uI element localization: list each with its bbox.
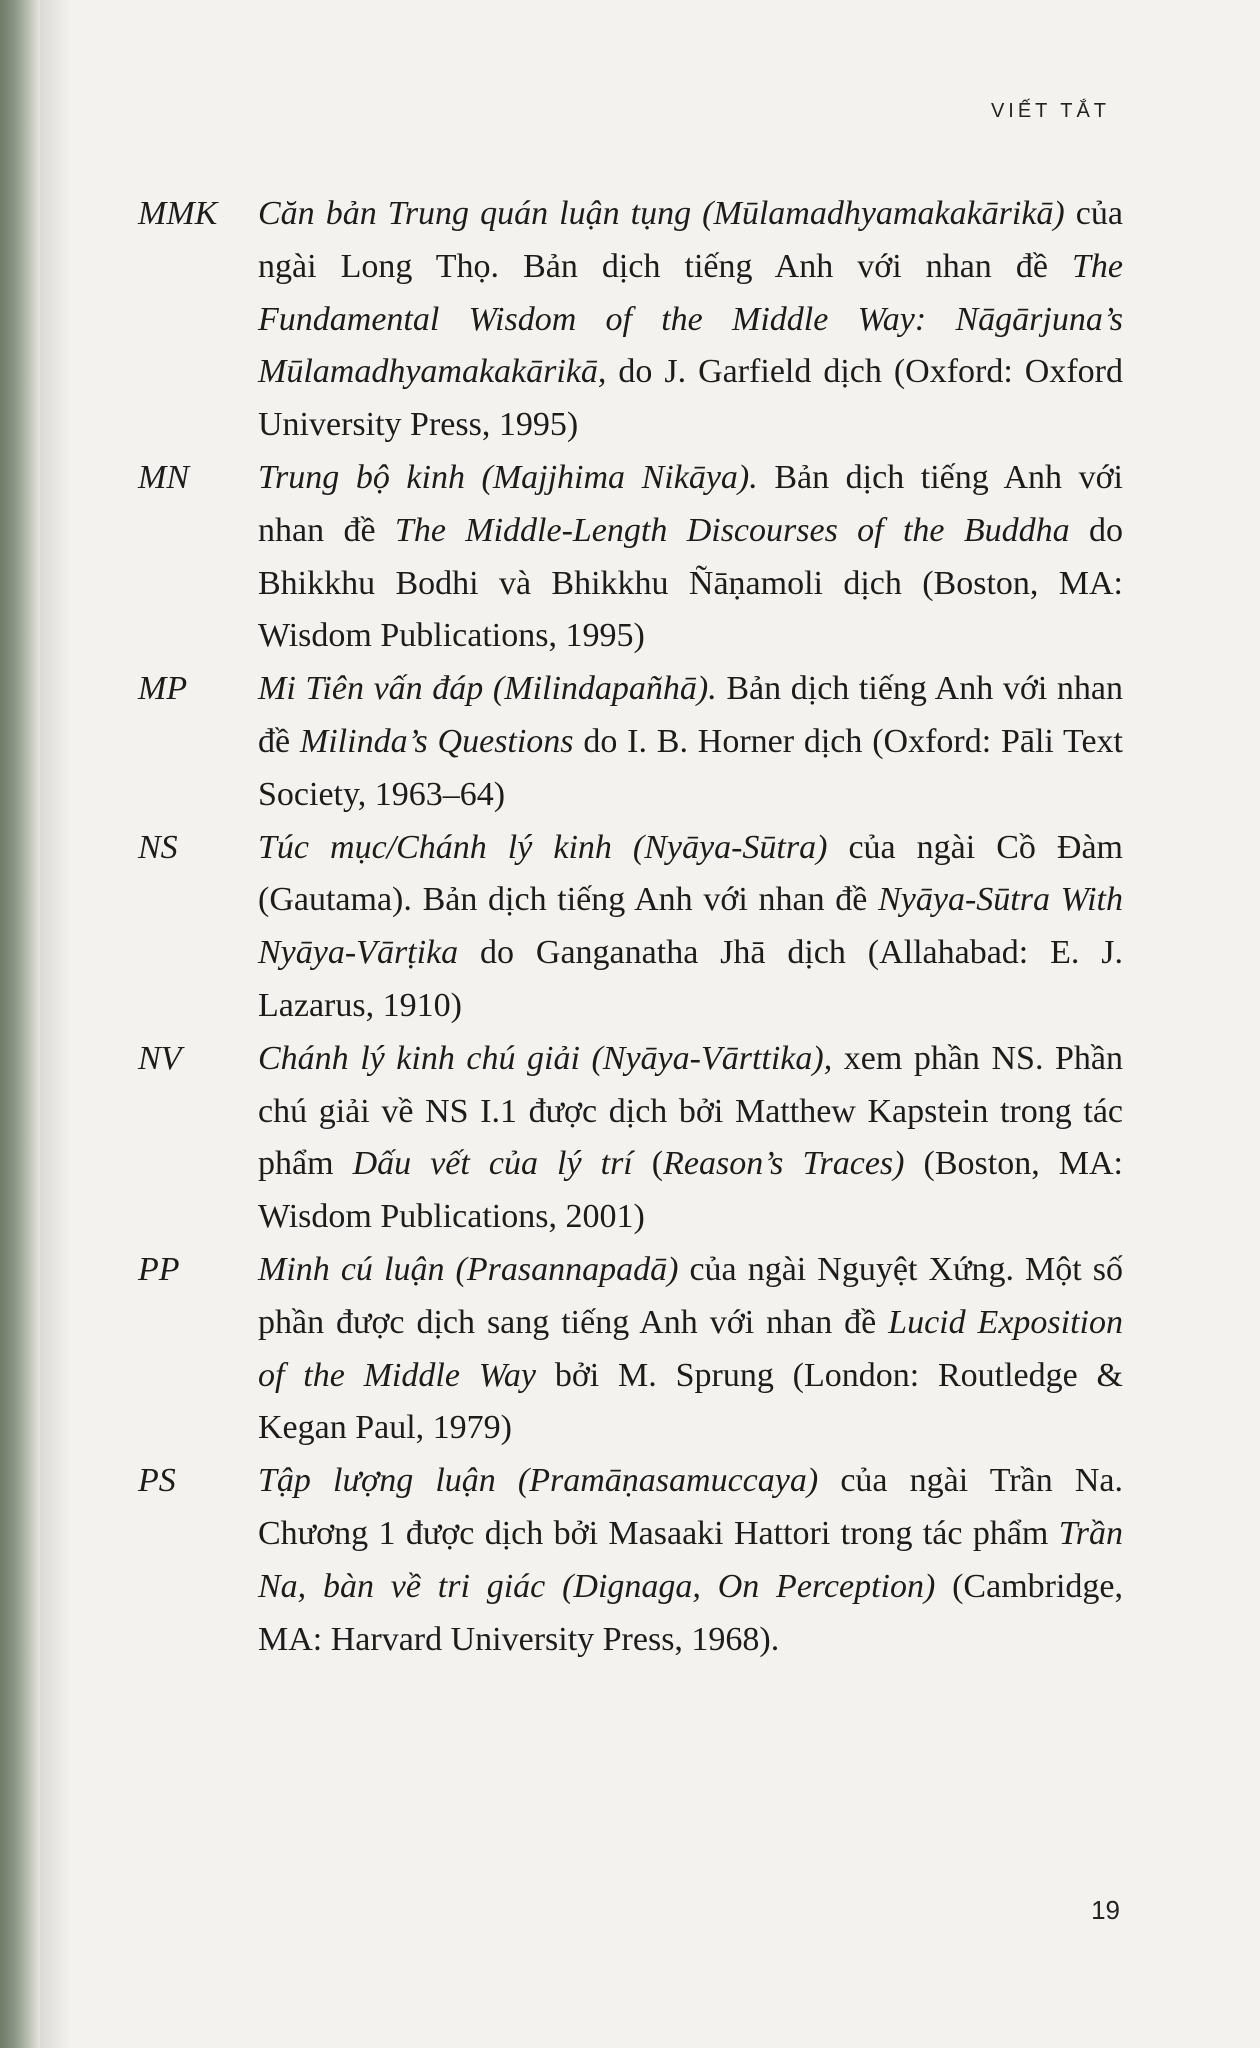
plain-text: do Ganganatha Jhā dịch (Allahabad: E. J. Lazarus, 1910) [258, 934, 1123, 1024]
plain-text: (Cambridge, MA: Harvard University Press, 1968). [258, 1567, 1124, 1658]
abbreviation-entry-ps [138, 1455, 1123, 1666]
abbreviation-description [258, 1033, 1123, 1244]
abbreviation-entry-mmk [138, 188, 1123, 452]
abbreviation-description [258, 1244, 1123, 1455]
abbreviation-description [258, 1455, 1123, 1666]
running-head: VIẾT TẮT [990, 100, 1110, 122]
italic-text: Căn bản Trung quán luận tụng (Mūlamadhyamakakārikā) [258, 195, 1065, 232]
italic-text: Lucid Exposition of the Middle Way [258, 1303, 1123, 1394]
plain-text: bởi M. Sprung (London: Routledge & Kegan Paul, 1979) [258, 1356, 1123, 1447]
page-number: 19 [1091, 1895, 1120, 1925]
italic-text: Minh cú luận (Prasannapadā) [258, 1250, 679, 1288]
italic-text: Reason’s Traces) [663, 1145, 905, 1183]
italic-text: Milinda’s Questions [299, 722, 574, 760]
plain-text: ( [632, 1145, 664, 1183]
italic-text: Trung bộ kinh (Majjhima Nikāya). [258, 458, 758, 496]
italic-text: Túc mục/Chánh lý kinh (Nyāya-Sūtra) [258, 828, 828, 866]
italic-text: Dấu vết của lý trí [352, 1145, 633, 1183]
abbreviation-list [138, 188, 1123, 1666]
abbreviation-entry-ns [138, 822, 1123, 1033]
abbreviation-entry-mn [138, 452, 1123, 663]
italic-text: Trần Na, bàn về tri giác (Dignaga, On Perception) [258, 1514, 1123, 1605]
abbreviation-entry-mp [138, 663, 1123, 821]
abbreviation: PP [138, 1250, 180, 1288]
plain-text: Bản dịch tiếng Anh với nhan đề [258, 670, 1123, 760]
abbreviation: MP [138, 670, 188, 708]
italic-text: Nyāya-Sūtra With Nyāya-Vārṭika [258, 881, 1123, 972]
italic-text: Mi Tiên vấn đáp (Milindapañhā). [258, 670, 717, 708]
plain-text: của ngài Cồ Đàm (Gautama). Bản dịch tiếng Anh với nhan đề [258, 828, 1123, 919]
abbreviation: NV [138, 1039, 182, 1077]
abbreviation: PS [138, 1462, 176, 1500]
plain-text: do J. Garfield dịch (Oxford: Oxford University Press, 1995) [258, 353, 1123, 444]
abbreviation-description [258, 822, 1123, 1033]
abbreviation: MMK [138, 195, 218, 232]
italic-text: Chánh lý kinh chú giải (Nyāya-Vārttika), [258, 1039, 833, 1077]
abbreviation-description [258, 188, 1123, 452]
abbreviation-description [258, 452, 1123, 663]
plain-text: của ngài Long Thọ. Bản dịch tiếng Anh với nhan đề [258, 195, 1123, 285]
abbreviation: NS [138, 828, 178, 866]
plain-text: do I. B. Horner dịch (Oxford: Pāli Text Society, 1963–64) [258, 722, 1123, 813]
plain-text: do Bhikkhu Bodhi và Bhikkhu Ñāṇamoli dịch (Boston, MA: Wisdom Publications, 1995) [258, 511, 1123, 655]
abbreviation: MN [138, 458, 189, 496]
plain-text: (Boston, MA: Wisdom Publications, 2001) [258, 1145, 1123, 1236]
italic-text: The Fundamental Wisdom of the Middle Way: Nāgārjuna’s Mūlamadhyamakakārikā, [258, 247, 1123, 391]
italic-text: Tập lượng luận (Pramāṇasamuccaya) [258, 1462, 819, 1500]
abbreviation-description [258, 663, 1123, 821]
plain-text: của ngài Nguyệt Xứng. Một số phần được dịch sang tiếng Anh với nhan đề [258, 1250, 1123, 1341]
abbreviation-entry-pp [138, 1244, 1123, 1455]
italic-text: The Middle-Length Discourses of the Buddha [394, 511, 1070, 549]
plain-text: xem phần NS. Phần chú giải về NS I.1 được dịch bởi Matthew Kapstein trong tác phẩm [258, 1039, 1123, 1183]
abbreviation-entry-nv [138, 1033, 1123, 1244]
book-spine-edge [0, 0, 40, 2048]
plain-text: của ngài Trần Na. Chương 1 được dịch bởi Masaaki Hattori trong tác phẩm [258, 1462, 1123, 1552]
plain-text: Bản dịch tiếng Anh với nhan đề [258, 458, 1123, 549]
